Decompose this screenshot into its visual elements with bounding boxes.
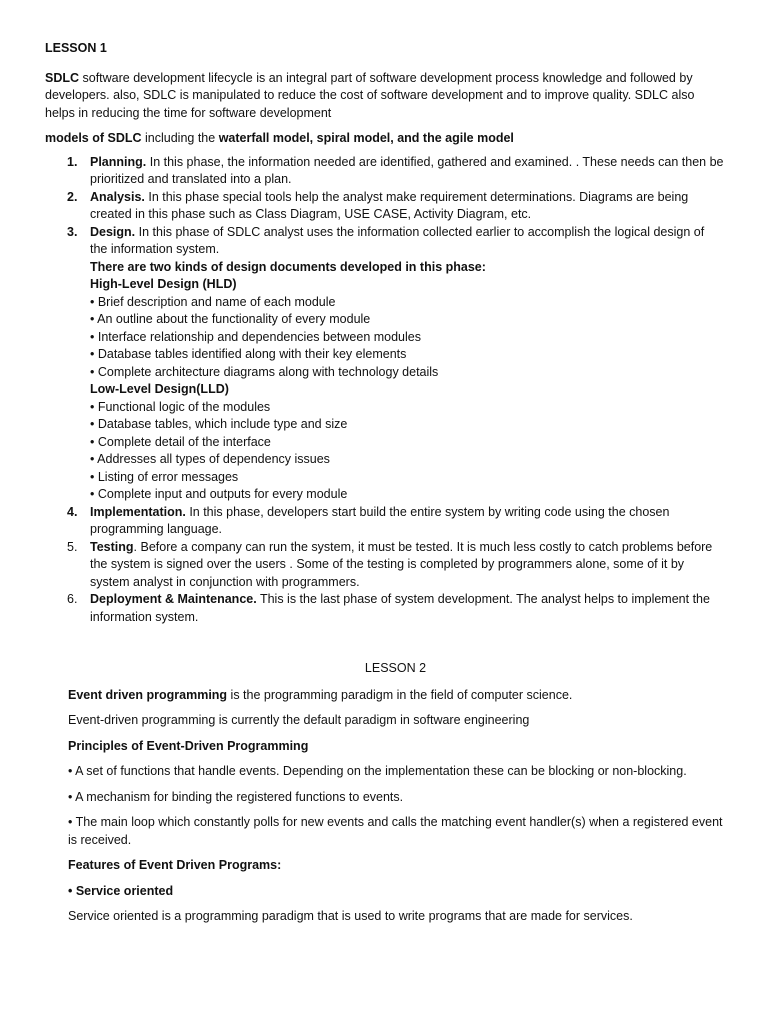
phase-text: In this phase of SDLC analyst uses the information collected earlier to accomplish the logical design of the information system. (90, 224, 705, 256)
lld-item: • Complete input and outputs for every module (90, 487, 348, 501)
phase-list (45, 154, 725, 627)
hld-item: • Brief description and name of each module (90, 294, 336, 309)
event-driven-definition (68, 687, 723, 705)
models-label: models of SDLC (45, 131, 142, 145)
phase-item-analysis (45, 189, 725, 224)
lesson1-title: LESSON 1 (45, 41, 107, 55)
phase-item-planning (45, 154, 725, 189)
phase-text: In this phase special tools help the analyst make requirement determinations. Diagrams are being created in this phase such as Class Diagram, USE CASE, Activity Diagram, etc. (90, 189, 689, 221)
phase-title: Planning. (90, 154, 147, 169)
event-driven-paradigm: Event-driven programming is currently the default paradigm in software engineering (68, 713, 530, 727)
hld-item: • An outline about the functionality of every module (90, 312, 371, 326)
phase-title: Analysis. (90, 189, 145, 204)
phase-title: Implementation. (90, 504, 186, 519)
sdlc-intro-text: software development lifecycle is an integral part of software development process knowledge and followed by developers. also, SDLC is manipulated to reduce the cost of software development and to improve quality. SDLC also helps in reducing the time for software development (45, 70, 695, 120)
principle-item: • A set of functions that handle events. Depending on the implementation these can be blocking or non-blocking. (68, 764, 687, 778)
phase-item-implementation (45, 504, 725, 539)
principles-heading: Principles of Event-Driven Programming (68, 738, 309, 753)
phase-text: This is the last phase of system development. The analyst helps to implement the information system. (90, 592, 710, 624)
event-driven-term: Event driven programming (68, 687, 228, 702)
phase-item-deployment (45, 591, 725, 626)
phase-number: 1. (67, 154, 78, 169)
phase-number: 2. (67, 189, 78, 204)
phase-number: 4. (67, 504, 78, 519)
feature-text: Service oriented is a programming paradigm that is used to write programs that are made for services. (68, 909, 633, 923)
document-page (45, 36, 725, 626)
hld-item: • Complete architecture diagrams along with technology details (90, 364, 439, 379)
features-heading: Features of Event Driven Programs: (68, 858, 282, 872)
principle-item: • The main loop which constantly polls for new events and calls the matching event handler(s) when a registered event is received. (68, 815, 723, 847)
lld-item: • Database tables, which include type and size (90, 417, 348, 431)
phase-number: 5. (67, 539, 78, 554)
lesson2-title: LESSON 2 (364, 661, 427, 675)
hld-title: High-Level Design (HLD) (90, 277, 237, 291)
phase-item-testing (45, 539, 725, 592)
phase-title: Design. (90, 224, 136, 239)
phase-title: Deployment & Maintenance. (90, 592, 257, 606)
phase-item-design (45, 224, 725, 504)
lld-title: Low-Level Design(LLD) (90, 382, 229, 396)
feature-title: • Service oriented (68, 883, 174, 898)
event-driven-definition-text: is the programming paradigm in the field of computer science. (227, 687, 573, 702)
phase-number: 3. (67, 224, 78, 239)
models-connector: including the (141, 131, 219, 145)
lld-item: • Addresses all types of dependency issues (90, 452, 330, 466)
phase-text: . Before a company can run the system, it must be tested. It is much less costly to catch problems before the system is signed over the users . Some of the testing is completed by programmers alone, some of it by system analyst in conjunction with programmers. (90, 539, 713, 589)
principle-item: • A mechanism for binding the registered functions to events. (68, 789, 404, 804)
design-docs-heading: There are two kinds of design documents developed in this phase: (90, 259, 486, 274)
lesson2-section (68, 660, 723, 934)
phase-text: In this phase, the information needed are identified, gathered and examined. . These needs can then be prioritized and translated into a plan. (90, 154, 724, 186)
sdlc-models (45, 130, 725, 148)
phase-text: In this phase, developers start build the entire system by writing code using the chosen programming language. (90, 504, 670, 536)
phase-title: Testing (90, 539, 134, 554)
lld-item: • Complete detail of the interface (90, 434, 271, 449)
lld-item: • Listing of error messages (90, 469, 239, 484)
models-list: waterfall model, spiral model, and the agile model (218, 131, 514, 145)
sdlc-intro (45, 70, 725, 123)
phase-number: 6. (67, 592, 78, 606)
hld-item: • Interface relationship and dependencies between modules (90, 329, 421, 344)
hld-item: • Database tables identified along with their key elements (90, 347, 407, 361)
sdlc-intro-bold: SDLC (45, 70, 80, 85)
lld-item: • Functional logic of the modules (90, 399, 271, 414)
